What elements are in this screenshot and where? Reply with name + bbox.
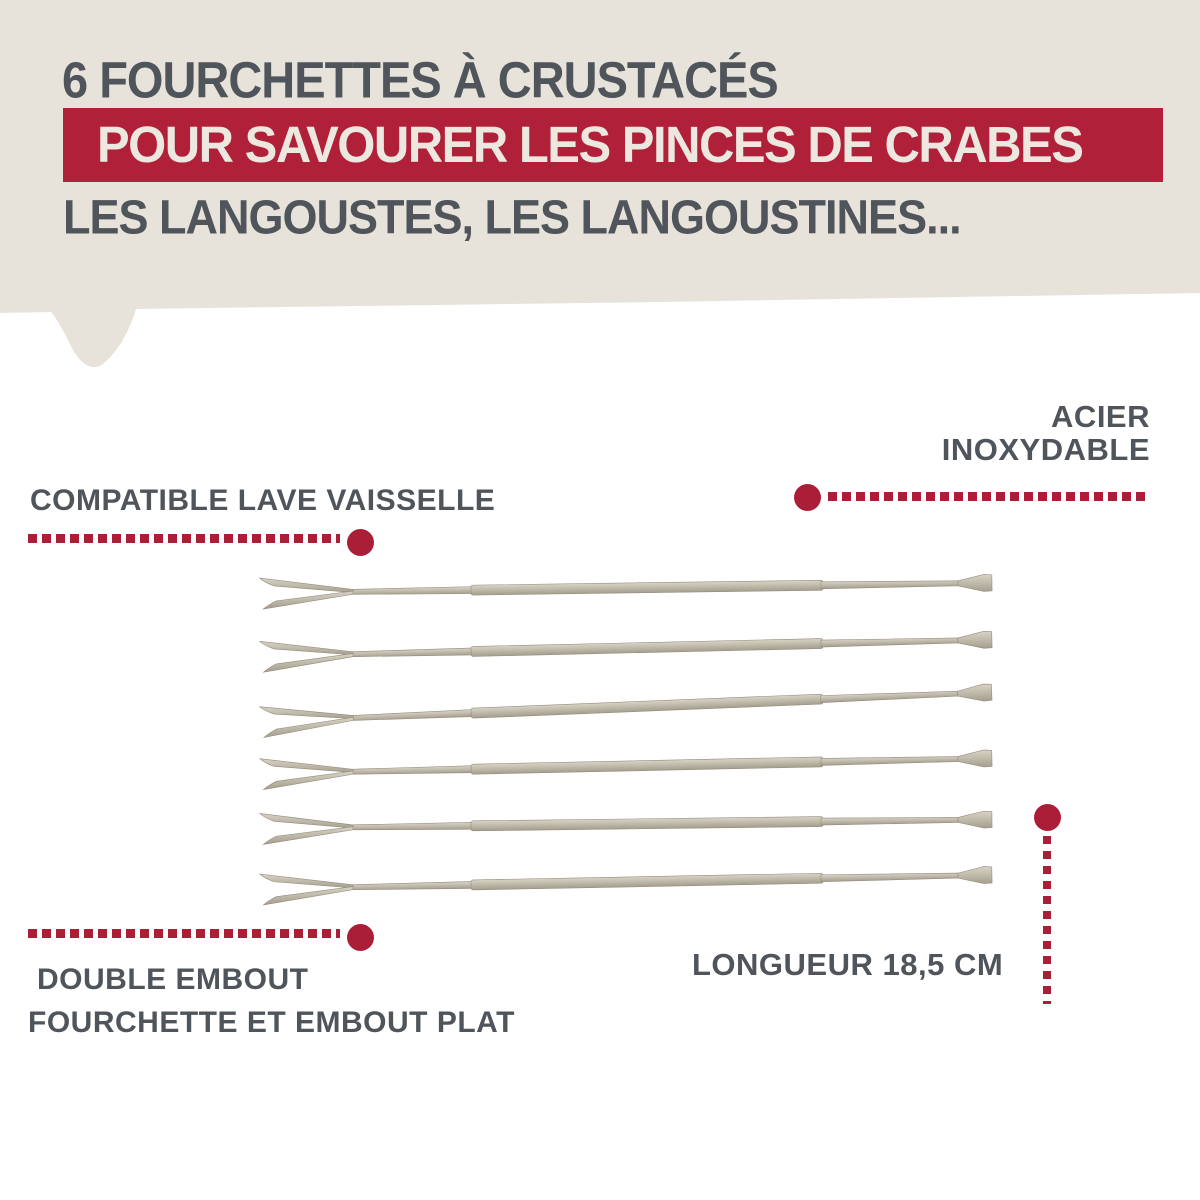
label-stainless-steel-line1: ACIER — [1051, 399, 1150, 434]
title-banner-text: POUR SAVOURER LES PINCES DE CRABES — [97, 116, 1083, 174]
dot-endpoint-dishwasher — [347, 529, 374, 556]
dot-endpoint-steel — [794, 484, 821, 511]
label-stainless-steel-line2: INOXYDABLE — [941, 432, 1150, 467]
dot-endpoint-double-tip — [347, 924, 374, 951]
dotted-line-length — [1043, 836, 1051, 1004]
dotted-line-double-tip — [28, 929, 340, 938]
crustacean-fork — [260, 805, 992, 845]
crustacean-fork — [260, 743, 992, 789]
title-line-3: LES LANGOUSTES, LES LANGOUSTINES... — [63, 189, 961, 245]
title-banner — [63, 108, 1163, 182]
crustacean-fork — [260, 625, 993, 673]
dotted-line-dishwasher — [28, 534, 340, 543]
dotted-line-steel — [828, 492, 1148, 501]
forks-photo — [240, 555, 1020, 915]
label-dishwasher-safe: COMPATIBLE LAVE VAISSELLE — [30, 484, 496, 517]
label-length: LONGUEUR 18,5 CM — [692, 947, 1004, 982]
label-double-tip-line1: DOUBLE EMBOUT — [37, 963, 309, 996]
label-double-tip-line2: FOURCHETTE ET EMBOUT PLAT — [28, 1006, 515, 1039]
crustacean-fork — [260, 860, 992, 905]
title-line-1: 6 FOURCHETTES À CRUSTACÉS — [62, 51, 778, 109]
label-stainless-steel — [942, 400, 1150, 466]
crustacean-fork — [260, 677, 993, 737]
dot-endpoint-length — [1034, 804, 1061, 831]
crustacean-fork — [260, 568, 992, 609]
